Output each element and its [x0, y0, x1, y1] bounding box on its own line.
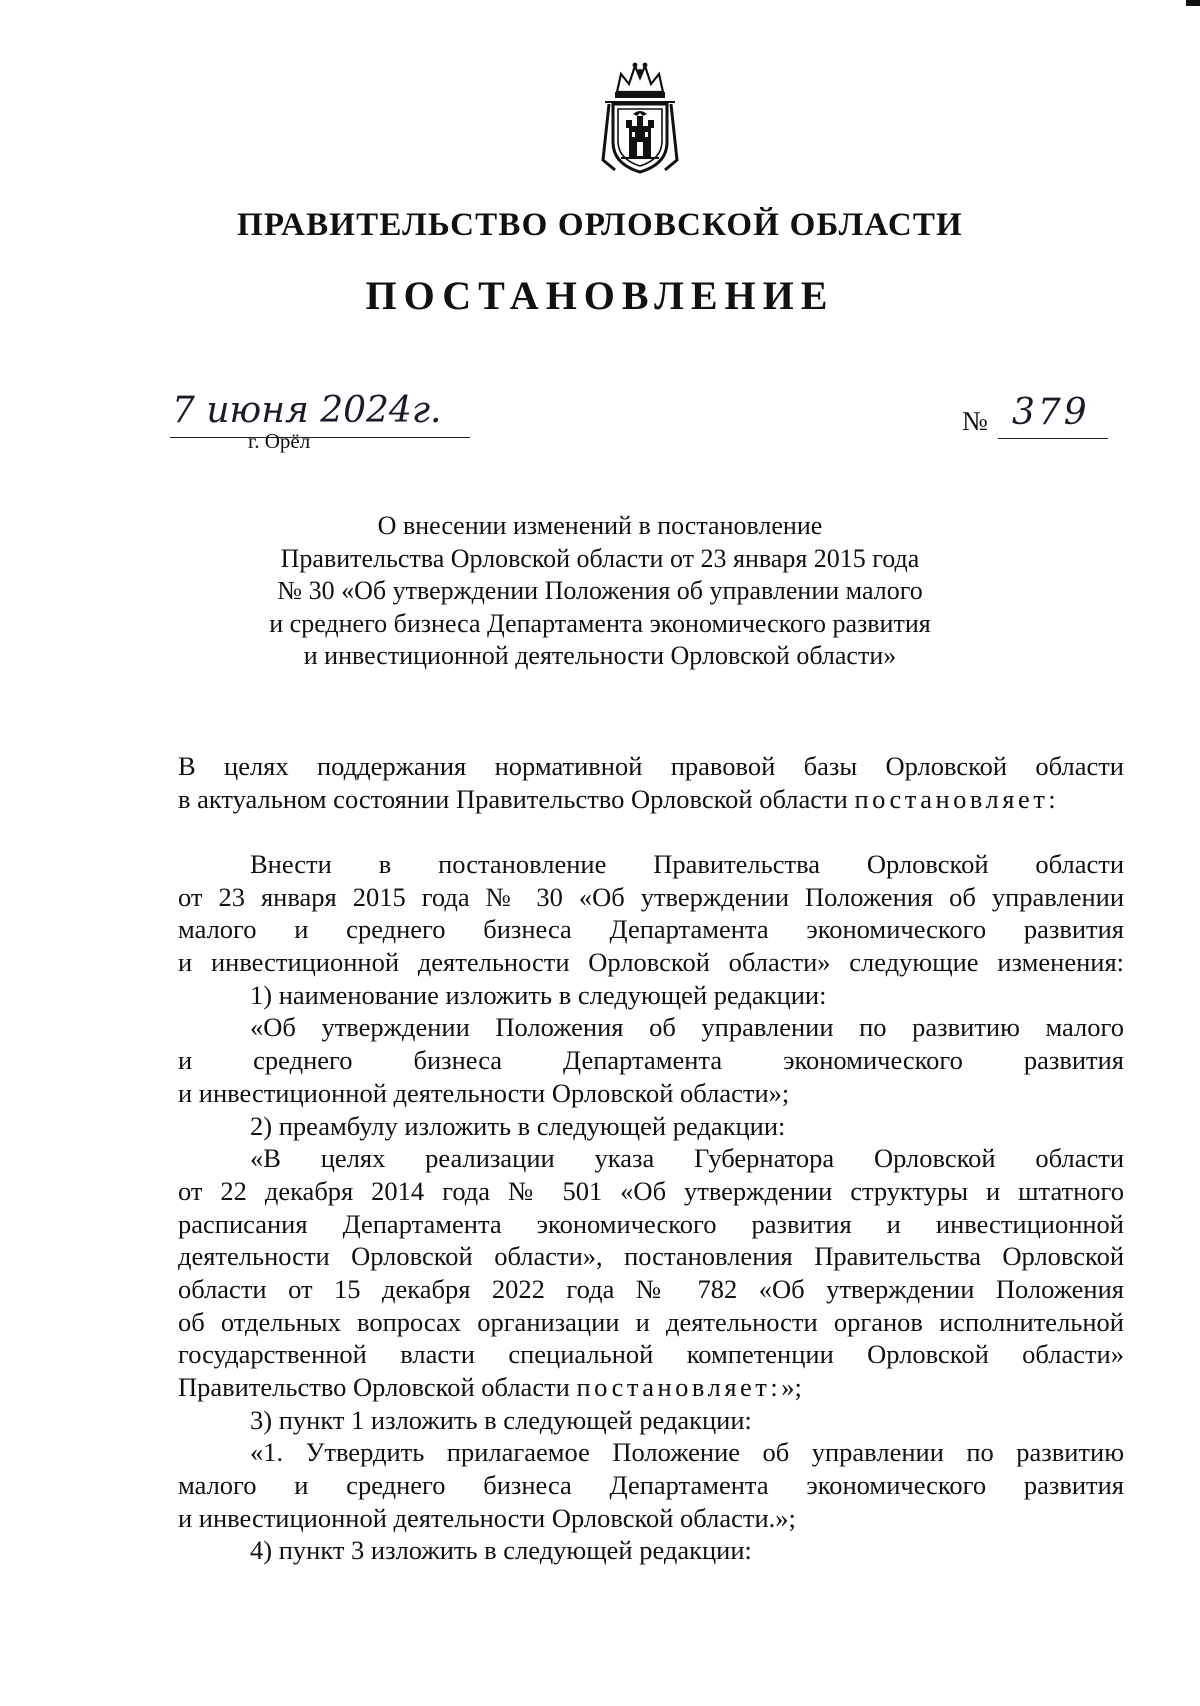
- handwritten-date: 7 июня 2024г.: [172, 390, 442, 431]
- resolving-word: постановляет:: [854, 783, 1060, 814]
- body-line: расписания Департамента экономического развития и инвестиционной: [178, 1208, 1124, 1239]
- city-label: г. Орёл: [248, 429, 311, 453]
- body-line: и инвестиционной деятельности Орловской области»;: [178, 1077, 790, 1108]
- operative-part: [178, 848, 1124, 1567]
- body-line: [178, 783, 1124, 816]
- body-text: в актуальном состоянии Правительство Орловской области: [178, 783, 855, 814]
- number-underline: [998, 438, 1108, 439]
- subject-line: и инвестиционной деятельности Орловской области»: [303, 641, 897, 670]
- body-line: малого и среднего бизнеса Департамента экономического развития: [178, 914, 1124, 945]
- subject-line: № 30 «Об утверждении Положения об управлении малого: [277, 576, 923, 605]
- body-line: «Об утверждении Положения об управлении по развитию малого: [250, 1012, 1124, 1043]
- preamble-paragraph: [178, 750, 1124, 815]
- date-underline: [170, 437, 470, 438]
- number-sign: №: [962, 406, 988, 436]
- body-line: [178, 1371, 1124, 1404]
- body-line: 2) преамбулу изложить в следующей редакции:: [250, 1110, 786, 1141]
- body-line: об отдельных вопросах организации и деятельности органов исполнительной: [178, 1306, 1124, 1337]
- body-line: области от 15 декабря 2022 года № 782 «Об утверждении Положения: [178, 1273, 1124, 1304]
- body-line: от 22 декабря 2014 года № 501 «Об утверждении структуры и штатного: [178, 1175, 1124, 1206]
- body-line: государственной власти специальной компетенции Орловской области»: [178, 1339, 1124, 1370]
- document-subject: [250, 510, 950, 673]
- body-line: В целях поддержания нормативной правовой базы Орловской области: [178, 751, 1124, 781]
- body-line: и инвестиционной деятельности Орловской области.»;: [178, 1502, 796, 1533]
- body-line: Внести в постановление Правительства Орловской области: [250, 849, 1124, 879]
- body-line: от 23 января 2015 года № 30 «Об утверждении Положения об управлении: [178, 881, 1124, 912]
- document-number: [962, 392, 1112, 448]
- body-line: 4) пункт 3 изложить в следующей редакции:: [250, 1535, 752, 1566]
- subject-line: Правительства Орловской области от 23 января 2015 года: [280, 543, 920, 573]
- document-date: [170, 390, 480, 446]
- body-line: 1) наименование изложить в следующей редакции:: [250, 979, 827, 1010]
- body-text: »;: [781, 1372, 802, 1402]
- subject-line: О внесении изменений в постановление: [377, 511, 823, 540]
- body-line: и инвестиционной деятельности Орловской области» следующие изменения:: [178, 947, 1124, 978]
- document-type: ПОСТАНОВЛЕНИЕ: [365, 273, 835, 318]
- body-line: 3) пункт 1 изложить в следующей редакции:: [250, 1404, 752, 1435]
- body-line: деятельности Орловской области», постановления Правительства Орловской: [178, 1241, 1124, 1272]
- body-line: и среднего бизнеса Департамента экономического развития: [178, 1045, 1124, 1076]
- coat-of-arms-icon: [595, 58, 685, 178]
- scan-corner-mark: [1186, 0, 1200, 6]
- handwritten-number: 379: [1012, 392, 1090, 433]
- body-line: «В целях реализации указа Губернатора Орловской области: [250, 1143, 1124, 1174]
- body-line: малого и среднего бизнеса Департамента экономического развития: [178, 1470, 1124, 1501]
- issuing-authority: ПРАВИТЕЛЬСТВО ОРЛОВСКОЙ ОБЛАСТИ: [237, 207, 963, 243]
- resolving-word: постановляет:: [576, 1372, 782, 1402]
- body-line: «1. Утвердить прилагаемое Положение об управлении по развитию: [250, 1437, 1124, 1468]
- body-text: Правительство Орловской области: [178, 1372, 577, 1402]
- subject-line: и среднего бизнеса Департамента экономического развития: [269, 608, 931, 638]
